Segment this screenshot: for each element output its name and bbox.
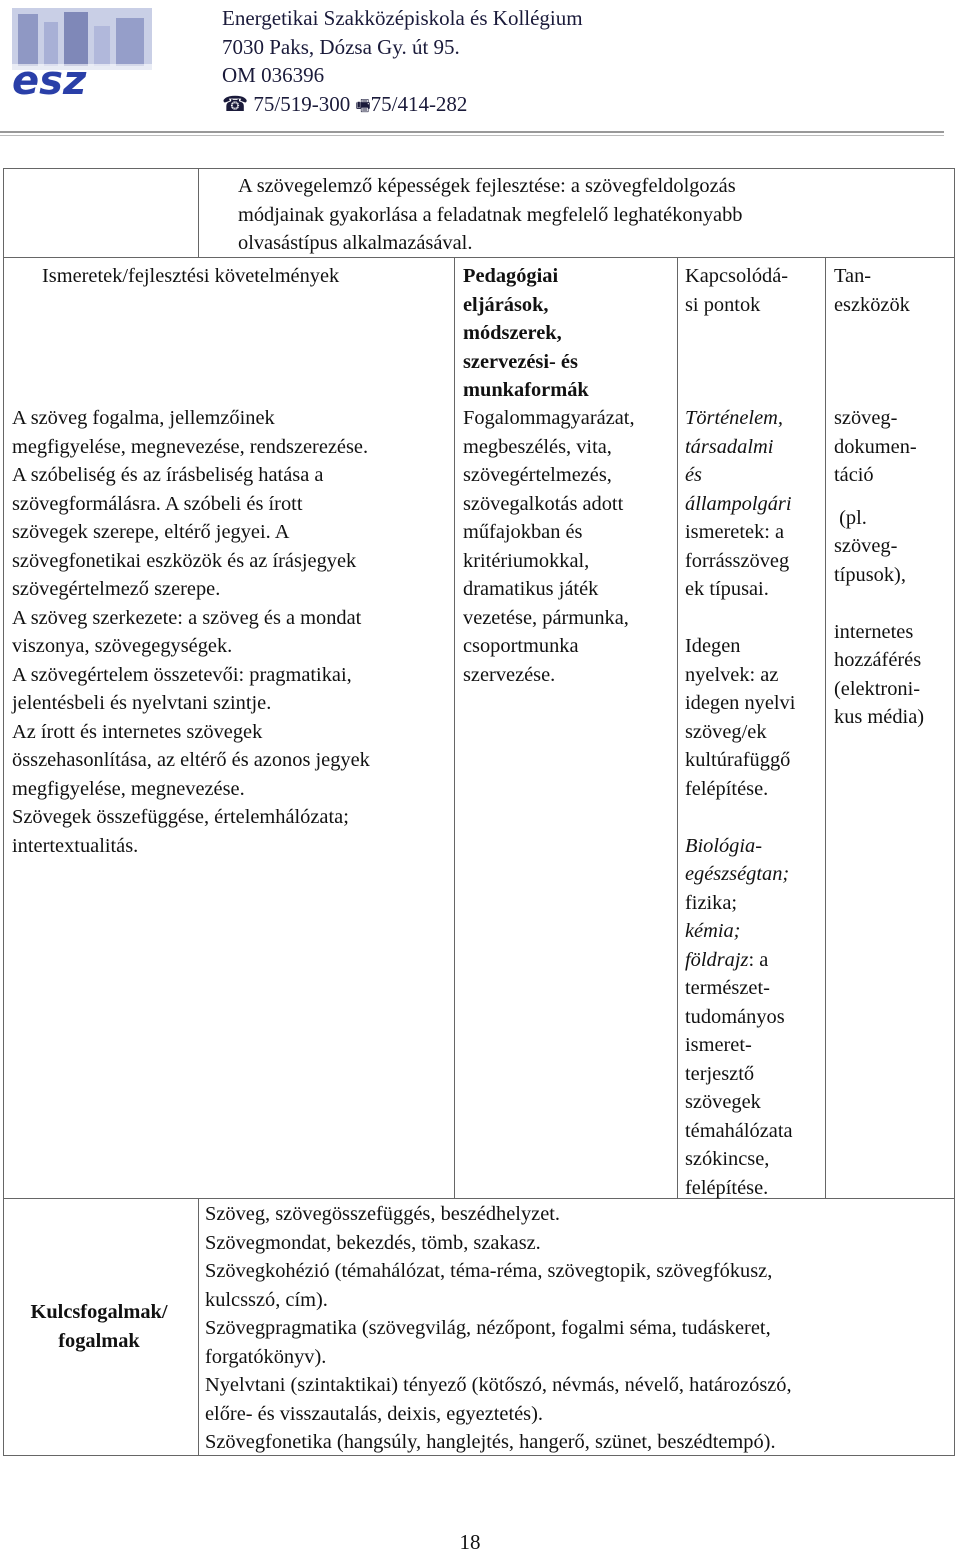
content-line: előre- és visszautalás, deixis, egyeztetés). xyxy=(205,1402,544,1425)
content-line: forrásszöveg xyxy=(685,549,790,572)
header-line: Kapcsolódá- xyxy=(685,265,789,287)
content-line: A szóbeliség és az írásbeliség hatása a xyxy=(12,464,324,486)
fax-icon: 🖷 xyxy=(355,97,371,115)
header-methods xyxy=(463,262,589,405)
content-line: jelentésbeli és nyelvtani szintje. xyxy=(12,692,272,714)
content-line: kulcsszó, cím). xyxy=(205,1288,328,1311)
content-line: társadalmi xyxy=(685,435,774,458)
content-line: szervezése. xyxy=(463,663,556,686)
header-line: szervezési- és xyxy=(463,350,578,373)
school-name: Energetikai Szakközépiskola és Kollégium xyxy=(222,6,583,30)
content-line: szövegfonetikai eszközök és az írásjegyek xyxy=(12,549,357,572)
content-line: Biológia- xyxy=(685,834,763,857)
content-line: állampolgári xyxy=(685,492,792,515)
content-line: intertextualitás. xyxy=(12,834,139,857)
content-line: (pl. xyxy=(834,506,867,529)
requirements-content xyxy=(12,404,370,860)
subject-name: földrajz xyxy=(685,948,749,971)
content-line: szövegértelmezés, xyxy=(463,464,612,486)
header-tools xyxy=(834,262,910,319)
content-line: táció xyxy=(834,464,874,486)
content-line: kémia; xyxy=(685,920,741,942)
content-line: szókincse, xyxy=(685,1148,770,1170)
table-row-divider xyxy=(3,1198,955,1199)
content-line: természet- xyxy=(685,977,770,999)
content-line: szövegek szerepe, eltérő jegyei. A xyxy=(12,521,290,543)
content-line: megfigyelése, megnevezése, rendszerezése. xyxy=(12,435,369,458)
logo-wordmark: esz xyxy=(12,58,87,104)
table-col-divider xyxy=(454,257,455,1198)
content-line: megbeszélés, vita, xyxy=(463,435,612,458)
content-line: forgatókönyv). xyxy=(205,1345,327,1368)
content-line: összehasonlítása, az eltérő és azonos jegyek xyxy=(12,749,370,771)
content-line: idegen nyelvi xyxy=(685,692,796,714)
header-rule xyxy=(0,131,944,133)
header-line: módszerek, xyxy=(463,322,562,344)
content-line: kritériumokkal, xyxy=(463,549,590,572)
content-line: terjesztő xyxy=(685,1062,755,1085)
content-line: Az írott és internetes szövegek xyxy=(12,720,263,743)
content-line: Szövegfonetika (hangsúly, hanglejtés, hangerő, szünet, beszédtempó). xyxy=(205,1431,776,1453)
table-col-divider xyxy=(677,257,678,1198)
content-line: Történelem, xyxy=(685,407,783,429)
page-number: 18 xyxy=(459,1530,481,1554)
content-line: témahálózata xyxy=(685,1119,793,1142)
goal-line: módjainak gyakorlása a feladatnak megfelelő leghatékonyabb xyxy=(238,203,743,226)
content-line: Nyelvtani (szintaktikai) tényező (kötőszó, névmás, névelő, határozószó, xyxy=(205,1374,792,1396)
content-line: műfajokban és xyxy=(463,521,583,543)
content-line: szöveg- xyxy=(834,535,898,557)
content-line: A szöveg fogalma, jellemzőinek xyxy=(12,407,275,429)
table-col-divider xyxy=(198,168,199,257)
header-line: Tan- xyxy=(834,265,872,287)
key-concepts-label xyxy=(0,1298,198,1355)
header-line: munkaformák xyxy=(463,379,589,401)
content-line: Szöveg, szövegösszefüggés, beszédhelyzet. xyxy=(205,1203,561,1225)
header-line: eljárások, xyxy=(463,293,549,316)
header-requirements xyxy=(42,262,339,291)
content-line: vezetése, pármunka, xyxy=(463,606,629,629)
content-line: ismeret- xyxy=(685,1034,752,1056)
subject-suffix: : a xyxy=(748,948,769,971)
content-line: Szövegek összefüggése, értelemhálózata; xyxy=(12,806,349,828)
content-line: ismeretek: a xyxy=(685,521,785,543)
content-line: szövegértelmező szerepe. xyxy=(12,578,221,600)
school-logo xyxy=(4,4,154,104)
table-col-divider xyxy=(825,257,826,1198)
content-line: Idegen xyxy=(685,635,741,657)
content-line: szövegek xyxy=(685,1091,761,1113)
goal-line: olvasástípus alkalmazásával. xyxy=(238,232,473,254)
content-line: A szöveg szerkezete: a szöveg és a mondat xyxy=(12,606,362,629)
content-line: szövegalkotás adott xyxy=(463,492,624,515)
header-line: Pedagógiai xyxy=(463,265,559,287)
content-line: Szövegmondat, bekezdés, tömb, szakasz. xyxy=(205,1231,541,1254)
content-line: felépítése. xyxy=(685,777,769,800)
school-address: 7030 Paks, Dózsa Gy. út 95. xyxy=(222,34,460,59)
content-line: megfigyelése, megnevezése. xyxy=(12,777,245,800)
content-line: szöveg- xyxy=(834,407,898,429)
content-line: nyelvek: az xyxy=(685,663,779,686)
header-line: eszközök xyxy=(834,293,910,316)
content-line: egészségtan; xyxy=(685,863,790,885)
content-line: viszonya, szövegegységek. xyxy=(12,635,233,657)
content-line: Szövegkohézió (témahálózat, téma-réma, szövegtopik, szövegfókusz, xyxy=(205,1260,773,1282)
content-line: és xyxy=(685,464,702,486)
content-line: dokumen- xyxy=(834,435,917,458)
om-id: OM 036396 xyxy=(222,63,325,87)
phone-icon: ☎ xyxy=(222,91,249,116)
content-line: csoportmunka xyxy=(463,635,579,657)
connections-content xyxy=(685,404,795,1202)
content-line: hozzáférés xyxy=(834,649,922,671)
key-concepts-list xyxy=(205,1200,792,1457)
content-line: (elektroni- xyxy=(834,677,921,700)
content-line xyxy=(685,946,795,975)
content-line: kultúrafüggő xyxy=(685,749,791,771)
tools-content xyxy=(834,404,924,732)
content-line: dramatikus játék xyxy=(463,578,599,600)
development-goal xyxy=(238,172,742,258)
content-line: szöveg/ek xyxy=(685,720,767,743)
content-line: szövegformálásra. A szóbeli és írott xyxy=(12,492,303,515)
header-line: si pontok xyxy=(685,293,761,316)
content-line: fizika; xyxy=(685,891,738,914)
header-rule-thin xyxy=(0,135,944,136)
content-line: tudományos xyxy=(685,1005,785,1028)
content-line: Szövegpragmatika (szövegvilág, nézőpont, fogalmi séma, tudáskeret, xyxy=(205,1317,771,1339)
methods-content xyxy=(463,404,635,689)
content-line: A szövegértelem összetevői: pragmatikai, xyxy=(12,663,352,686)
content-line: kus média) xyxy=(834,706,925,728)
content-line: típusok), xyxy=(834,563,906,586)
contact-line xyxy=(222,90,583,122)
label-line: Kulcsfogalmak/ xyxy=(30,1301,168,1323)
school-address-block xyxy=(222,4,583,121)
content-line: internetes xyxy=(834,620,914,643)
header-connections xyxy=(685,262,788,319)
label-line: fogalmak xyxy=(58,1329,140,1352)
content-line: ek típusai. xyxy=(685,578,769,600)
phone-number: 75/519-300 xyxy=(253,91,351,116)
table-col-divider xyxy=(198,1198,199,1456)
fax-number: 75/414-282 xyxy=(370,91,468,116)
content-line: Fogalommagyarázat, xyxy=(463,407,635,429)
content-line: felépítése. xyxy=(685,1176,769,1199)
header-line: Ismeretek/fejlesztési követelmények xyxy=(42,265,340,287)
goal-line: A szövegelemző képességek fejlesztése: a szövegfeldolgozás xyxy=(238,175,736,197)
